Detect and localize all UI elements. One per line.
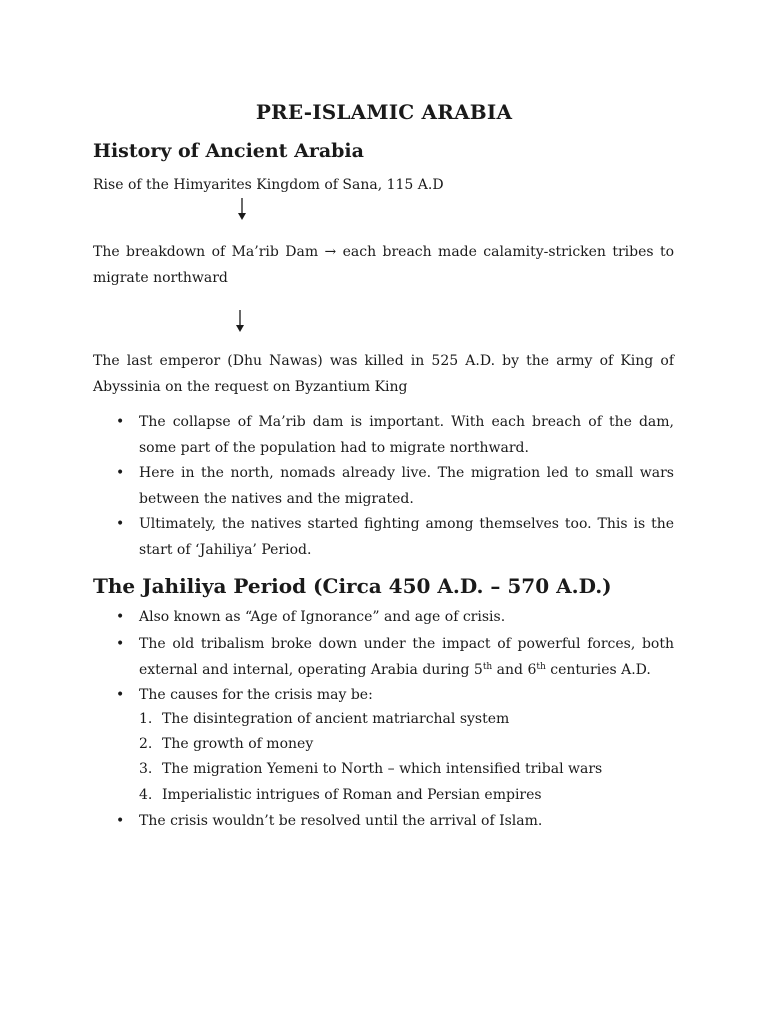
item-number: 3. [139,761,153,777]
list-item-text: The crisis wouldn’t be resolved until the arrival of Islam. [139,813,543,829]
text-run: The old tribalism broke down under the impact of powerful forces, both external and internal, operating Arabia during 5 [139,636,674,678]
marib-dam-consequence: each breach made calamity-stricken tribes to migrate northward [93,244,675,286]
bullet-icon: • [116,609,125,625]
numbered-item [93,732,674,757]
timeline-item-dhu-nawas: The last emperor (Dhu Nawas) was killed in 525 A.D. by the army of King of Abyssinia on the request on Byzantium King [93,353,674,395]
item-number: 2. [139,736,153,752]
timeline-item-himyarites: Rise of the Himyarites Kingdom of Sana, 115 A.D [93,177,444,193]
numbered-item [93,707,674,732]
list-item [93,631,674,683]
section-heading-history: History of Ancient Arabia [93,140,364,162]
list-item [93,604,674,630]
bullet-icon: • [116,414,125,430]
list-item-text [139,631,674,683]
section-heading-jahiliya: The Jahiliya Period (Circa 450 A.D. – 570 A.D.) [93,574,612,598]
document-title: PRE-ISLAMIC ARABIA [255,100,513,124]
numbered-item-text: The growth of money [162,736,314,752]
list-item [93,460,674,512]
list-item [93,808,674,834]
numbered-item [93,757,674,782]
text-run: centuries A.D. [545,662,651,678]
bullet-icon: • [116,687,125,703]
marib-dam-text: The breakdown of Ma’rib Dam [93,244,319,260]
list-item-text: Ultimately, the natives started fighting among themselves too. This is the start of ‘Jahiliya’ Period. [139,516,674,558]
numbered-item-text: The migration Yemeni to North – which intensified tribal wars [162,761,603,777]
list-item [93,409,674,461]
numbered-item-text: The disintegration of ancient matriarchal system [162,711,510,727]
down-arrow-icon [235,198,249,222]
bullet-icon: • [116,516,125,532]
text-run: and 6 [492,662,537,678]
bullet-icon: • [116,813,125,829]
list-item-text: Here in the north, nomads already live. The migration led to small wars between the natives and the migrated. [139,465,674,507]
list-item [93,682,674,708]
bullet-icon: • [116,465,125,481]
list-item-text: The causes for the crisis may be: [139,687,373,703]
superscript: th [482,662,493,672]
numbered-item-text: Imperialistic intrigues of Roman and Persian empires [162,787,542,803]
superscript: th [536,662,546,672]
timeline-item-marib-dam [93,239,674,291]
item-number: 1. [139,711,153,727]
list-item-text: The collapse of Ma’rib dam is important. With each breach of the dam, some part of the population had to migrate northward. [139,414,674,456]
item-number: 4. [139,787,153,803]
bullet-icon: • [116,636,125,652]
list-item-text: Also known as “Age of Ignorance” and age of crisis. [139,609,506,625]
numbered-item [93,783,674,808]
down-arrow-icon [233,310,247,334]
right-arrow-icon: → [324,244,337,260]
list-item [93,511,674,563]
